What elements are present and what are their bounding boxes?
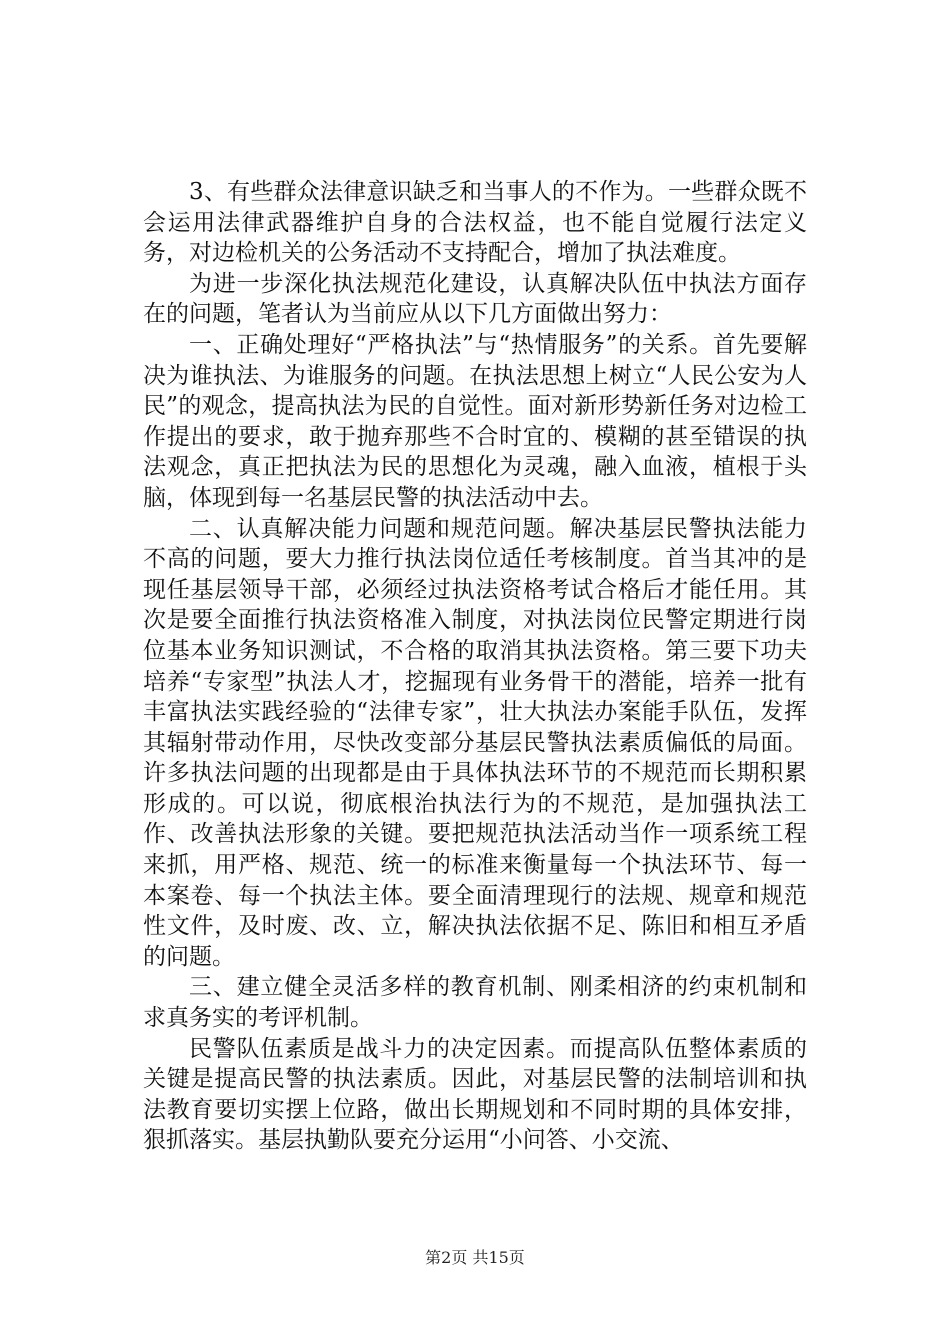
- document-body: [143, 177, 807, 1156]
- paragraph-item: 民警队伍素质是战斗力的决定因素。而提高队伍整体素质的关键是提高民警的执法素质。因此，对基层民警的法制培训和执法教育要切实摆上位路，做出长期规划和不同时期的具体安排，狠抓落实。基层执勤队要充分运用“小问答、小交流、: [143, 1035, 807, 1154]
- page-number: 第2页 共15页: [425, 1248, 525, 1267]
- page-footer: [0, 1245, 950, 1268]
- paragraph-item: 二、认真解决能力问题和规范问题。解决基层民警执法能力不高的问题，要大力推行执法岗位适任考核制度。首当其冲的是现任基层领导干部，必须经过执法资格考试合格后才能任用。其次是要全面推行执法资格准入制度，对执法岗位民警定期进行岗位基本业务知识测试，不合格的取消其执法资格。第三要下功夫培养“专家型”执法人才，挖掘现有业务骨干的潜能，培养一批有丰富执法实践经验的“法律专家”，壮大执法办案能手队伍，发挥其辐射带动作用，尽快改变部分基层民警执法素质偏低的局面。许多执法问题的出现都是由于具体执法环节的不规范而长期积累形成的。可以说，彻底根治执法行为的不规范，是加强执法工作、改善执法形象的关键。要把规范执法活动当作一项系统工程来抓，用严格、规范、统一的标准来衡量每一个执法环节、每一本案卷、每一个执法主体。要全面清理现行的法规、规章和规范性文件，及时废、改、立，解决执法依据不足、陈旧和相互矛盾的问题。: [143, 515, 807, 970]
- paragraph-item: 一、正确处理好“严格执法”与“热情服务”的关系。首先要解决为谁执法、为谁服务的问题。在执法思想上树立“人民公安为人民”的观念，提高执法为民的自觉性。面对新形势新任务对边检工作提出的要求，敢于抛弃那些不合时宜的、模糊的甚至错误的执法观念，真正把执法为民的思想化为灵魂，融入血液，植根于头脑，体现到每一名基层民警的执法活动中去。: [143, 331, 807, 511]
- paragraph-item: 3、有些群众法律意识缺乏和当事人的不作为。一些群众既不会运用法律武器维护自身的合法权益，也不能自觉履行法定义务，对边检机关的公务活动不支持配合，增加了执法难度。: [143, 179, 807, 267]
- paragraph-item: 三、建立健全灵活多样的教育机制、刚柔相济的约束机制和求真务实的考评机制。: [143, 974, 807, 1032]
- paragraph-item: 为进一步深化执法规范化建设，认真解决队伍中执法方面存在的问题，笔者认为当前应从以下几方面做出努力：: [143, 270, 807, 328]
